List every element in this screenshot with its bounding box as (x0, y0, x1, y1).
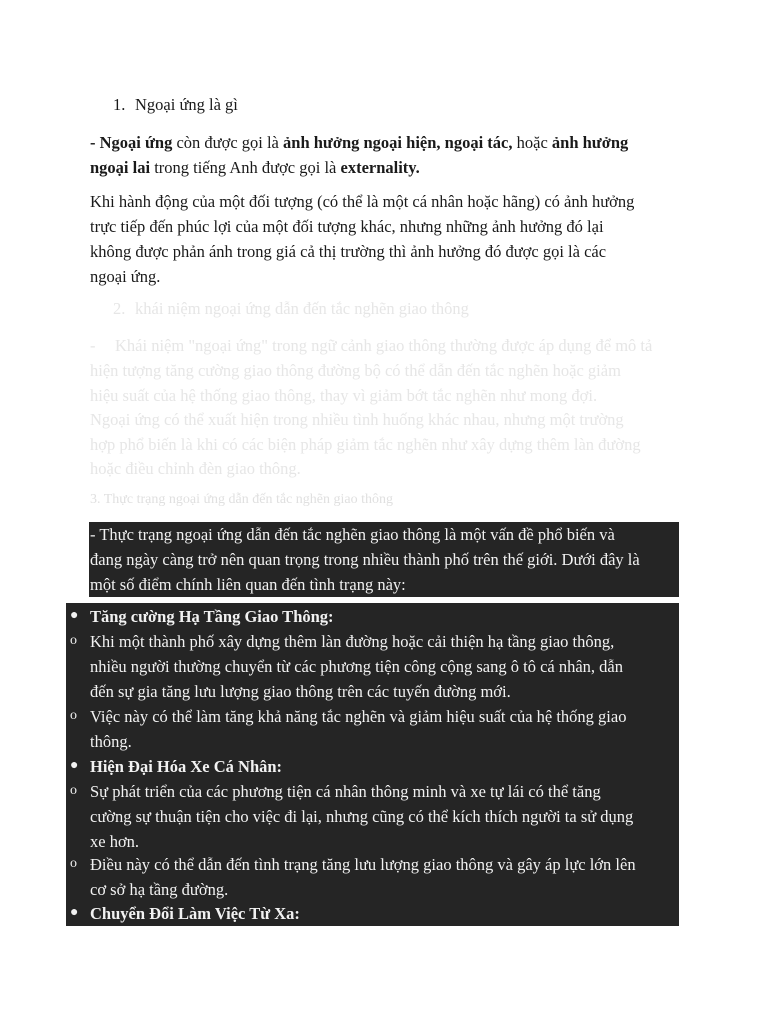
section2-heading: khái niệm ngoại ứng dẫn đến tắc nghẽn giao thông (135, 299, 469, 318)
section1-paragraph2-line: trực tiếp đến phúc lợi của một đối tượng khác, nhưng những ảnh hưởng đó lại (90, 217, 604, 236)
item2-sub1-line: Sự phát triển của các phương tiện cá nhân thông minh và xe tự lái có thể tăng (90, 782, 601, 801)
section2-line: hiệu suất của hệ thống giao thông, thay vì giảm bớt tắc nghẽn như mong đợi. (90, 386, 598, 405)
section1-heading-number: 1. (113, 95, 126, 114)
section3-intro-line: một số điểm chính liên quan đến tình trạng này: (90, 575, 406, 594)
item2-sub1-line: cường sự thuận tiện cho việc đi lại, nhưng cũng có thể kích thích người ta sử dụng (90, 807, 634, 826)
section2-dash: - (90, 336, 96, 355)
filled-bullet-icon: ● (70, 608, 79, 623)
item1-title: Tăng cường Hạ Tầng Giao Thông: (90, 607, 334, 626)
item2-sub1-line: xe hơn. (90, 832, 140, 851)
item1-sub1-line: Khi một thành phố xây dựng thêm làn đường hoặc cải thiện hạ tầng giao thông, (90, 632, 615, 651)
term-externality: externality. (340, 158, 420, 177)
item1-sub1-line: đến sự gia tăng lưu lượng giao thông trên các tuyến đường mới. (90, 682, 511, 701)
section3-heading: 3. Thực trạng ngoại ứng dẫn đến tắc nghẽn giao thông (90, 492, 394, 507)
item2-sub2-line: cơ sở hạ tầng đường. (90, 880, 229, 899)
term-anh-huong: ảnh hưởng (551, 133, 629, 152)
filled-bullet-icon: ● (70, 758, 79, 773)
filled-bullet-icon: ● (70, 905, 79, 920)
term-ngoai-ung: Ngoại ứng (99, 133, 173, 152)
item3-title: Chuyển Đổi Làm Việc Từ Xa: (90, 904, 300, 923)
section2-heading-number: 2. (113, 299, 126, 318)
section2-line: hợp phổ biến là khi có các biện pháp giảm tắc nghẽn như xây dựng thêm làn đường (90, 435, 641, 454)
section1-paragraph2-line: Khi hành động của một đối tượng (có thể là một cá nhân hoặc hãng) có ảnh hưởng (90, 192, 635, 211)
item2-sub2-line: Điều này có thể dẫn đến tình trạng tăng lưu lượng giao thông và gây áp lực lớn lên (90, 855, 636, 874)
section1-paragraph2-line: không được phản ánh trong giá cả thị trường thì ảnh hưởng đó được gọi là các (90, 242, 607, 261)
hollow-bullet-icon: o (70, 708, 77, 723)
text: hoặc (512, 133, 552, 152)
dash: - (90, 133, 100, 152)
text: trong tiếng Anh được gọi là (150, 158, 341, 177)
section2-line: hoặc điều chỉnh đèn giao thông. (90, 459, 301, 478)
hollow-bullet-icon: o (70, 783, 77, 798)
hollow-bullet-icon: o (70, 856, 77, 871)
term-ngoai-lai: ngoại lai (90, 158, 151, 177)
section1-paragraph1-line2 (90, 155, 420, 180)
section1-paragraph2-line: ngoại ứng. (90, 267, 161, 286)
section3-intro-line: đang ngày càng trở nên quan trọng trong nhiều thành phố trên thế giới. Dưới đây là (90, 550, 640, 569)
item2-title: Hiện Đại Hóa Xe Cá Nhân: (90, 757, 283, 776)
section2-line: hiện tượng tăng cường giao thông đường bộ có thể dẫn đến tắc nghẽn hoặc giảm (90, 361, 621, 380)
section2-line: Khái niệm "ngoại ứng" trong ngữ cảnh giao thông thường được áp dụng để mô tả (115, 336, 653, 355)
section2-line: Ngoại ứng có thể xuất hiện trong nhiều tình huống khác nhau, nhưng một trường (90, 410, 624, 429)
item1-sub2-line: Việc này có thể làm tăng khả năng tắc nghẽn và giảm hiệu suất của hệ thống giao (90, 707, 627, 726)
section1-heading: Ngoại ứng là gì (135, 95, 238, 114)
hollow-bullet-icon: o (70, 633, 77, 648)
section3-intro-line: - Thực trạng ngoại ứng dẫn đến tắc nghẽn giao thông là một vấn đề phổ biến và (90, 525, 615, 544)
item1-sub2-line: thông. (90, 732, 132, 751)
item1-sub1-line: nhiều người thường chuyển từ các phương tiện công cộng sang ô tô cá nhân, dẫn (90, 657, 623, 676)
text: còn được gọi là (172, 133, 284, 152)
section1-paragraph1-line1 (90, 130, 628, 155)
term-synonyms: ảnh hưởng ngoại hiện, ngoại tác, (283, 133, 513, 152)
